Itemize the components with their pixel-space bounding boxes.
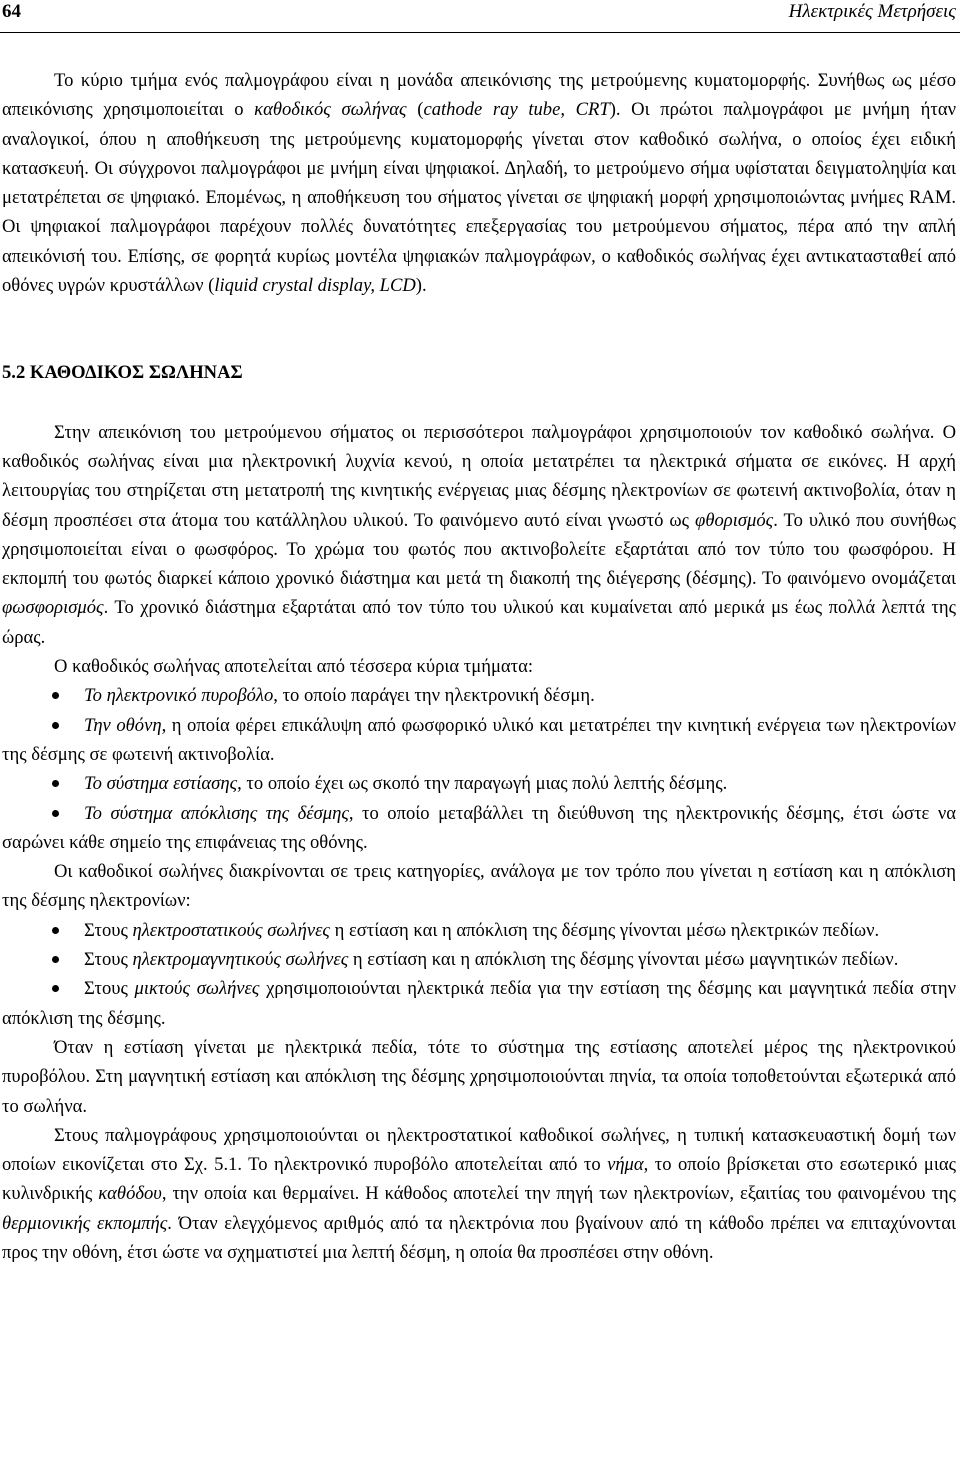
page-body xyxy=(2,66,956,1267)
paragraph-parts-intro: Ο καθοδικός σωλήνας αποτελείται από τέσσερα κύρια τμήματα: xyxy=(54,656,534,678)
list-item: Στους μικτούς σωλήνες χρησιμοποιούνται ηλεκτρικά πεδία για την εστίαση της δέσμης και μαγνητικά πεδία στην απόκλιση της δέσμης. xyxy=(2,978,956,1029)
bullet-icon xyxy=(52,780,59,787)
list-item: Την οθόνη, η οποία φέρει επικάλυψη από φωσφορικό υλικό και μετατρέπει την κινητική ενέργεια των ηλεκτρονίων της δέσμης σε φωτεινή ακτινοβολία. xyxy=(2,714,956,765)
bullet-icon xyxy=(52,722,59,729)
bullet-icon xyxy=(52,956,59,963)
categories-list xyxy=(2,916,956,1033)
list-item: Το σύστημα εστίασης, το οποίο έχει ως σκοπό την παραγωγή μιας πολύ λεπτής δέσμης. xyxy=(2,769,956,798)
list-item: Στους ηλεκτροστατικούς σωλήνες η εστίαση και η απόκλιση της δέσμης γίνονται μέσω ηλεκτρικών πεδίων. xyxy=(2,916,956,945)
bullet-icon xyxy=(52,927,59,934)
bullet-icon xyxy=(52,985,59,992)
intro-paragraph: Το κύριο τμήμα ενός παλμογράφου είναι η μονάδα απεικόνισης της μετρούμενης κυματομορφής. Συνήθως ως μέσο απεικόνισης χρησιμοποιείται ο καθοδικός σωλήνας (cathode ray tube, CRT). Οι πρώτοι παλμογράφοι με μνήμη ήταν αναλογικοί, όπου η αποθήκευση της μετρούμενης κυματομορφής γίνεται στον καθοδικό σωλήνα, ο οποίος έχει ειδική κατασκευή. Οι σύγχρονοι παλμογράφοι με μνήμη είναι ψηφιακοί. Δηλαδή, το μετρούμενο σήμα υφίσταται δειγματοληψία και μετατρέπεται σε ψηφιακό. Επομένως, η αποθήκευση του σήματος γίνεται σε ψηφιακή μορφή χρησιμοποιώντας μνήμες RAM. Οι ψηφιακοί παλμογράφοι παρέχουν πολλές δυνατότητες επεξεργασίας του μετρούμενου σήματος, πέρα από την απλή απεικόνισή του. Επίσης, σε φορητά κυρίως μοντέλα ψηφιακών παλμογράφων, ο καθοδικός σωλήνας έχει αντικατασταθεί από οθόνες υγρών κρυστάλλων (liquid crystal display, LCD). xyxy=(2,70,956,297)
list-item: Το ηλεκτρονικό πυροβόλο, το οποίο παράγει την ηλεκτρονική δέσμη. xyxy=(2,681,956,710)
paragraph-principle: Στην απεικόνιση του μετρούμενου σήματος οι περισσότεροι παλμογράφοι χρησιμοποιούν τον καθοδικό σωλήνα. Ο καθοδικός σωλήνας είναι μια ηλεκτρονική λυχνία κενού, η οποία μετατρέπει τα ηλεκτρικά σήματα σε εικόνες. Η αρχή λειτουργίας του στηρίζεται στη μετατροπή της κινητικής ενέργειας μιας δέσμης ηλεκτρονίων σε φωτεινή ακτινοβολία, όταν η δέσμη προσπέσει στα άτομα του κατάλληλου υλικού. Το φαινόμενο αυτό είναι γνωστό ως φθορισμός. Το υλικό που συνήθως χρησιμοποιείται είναι ο φωσφόρος. Το χρώμα του φωτός που ακτινοβολείτε εξαρτάται από τον τύπο του φωσφόρου. Η εκπομπή του φωτός διαρκεί κάποιο χρονικό διάστημα και μετά τη διακοπή της διέγερσης (δέσμης). Το φαινόμενο ονομάζεται φωσφορισμός. Το χρονικό διάστημα εξαρτάται από τον τύπο του υλικού και κυμαίνεται από μερικά μs έως πολλά λεπτά της ώρας. xyxy=(2,421,956,648)
paragraph-focusing: Όταν η εστίαση γίνεται με ηλεκτρικά πεδία, τότε το σύστημα της εστίασης αποτελεί μέρος της ηλεκτρονικού πυροβόλου. Στη μαγνητική εστίαση και απόκλιση της δέσμης χρησιμοποιούνται πηνία, τα οποία τοποθετούνται εξωτερικά από το σωλήνα. xyxy=(2,1036,956,1117)
paragraph-categories-intro: Οι καθοδικοί σωλήνες διακρίνονται σε τρεις κατηγορίες, ανάλογα με τον τρόπο που γίνεται η εστίαση και η απόκλιση της δέσμης ηλεκτρονίων: xyxy=(2,861,956,912)
parts-list xyxy=(2,681,956,857)
section-heading: 5.2 ΚΑΘΟΔΙΚΟΣ ΣΩΛΗΝΑΣ xyxy=(2,362,243,384)
list-item: Το σύστημα απόκλισης της δέσμης, το οποίο μεταβάλλει τη διεύθυνση της ηλεκτρονικής δέσμης, έτσι ώστε να σαρώνει κάθε σημείο της επιφάνειας της οθόνης. xyxy=(2,802,956,853)
running-title: Ηλεκτρικές Μετρήσεις xyxy=(788,1,956,22)
bullet-icon xyxy=(52,692,59,699)
bullet-icon xyxy=(52,810,59,817)
page-number: 64 xyxy=(2,1,21,22)
paragraph-electron-gun: Στους παλμογράφους χρησιμοποιούνται οι ηλεκτροστατικοί καθοδικοί σωλήνες, η τυπική κατασκευαστική δομή των οποίων εικονίζεται στο Σχ. 5.1. Το ηλεκτρονικό πυροβόλο αποτελείται από το νήμα, το οποίο βρίσκεται στο εσωτερικό μιας κυλινδρικής καθόδου, την οποία και θερμαίνει. Η κάθοδος αποτελεί την πηγή των ηλεκτρονίων, εξαιτίας του φαινομένου της θερμιονικής εκπομπής. Όταν ελεγχόμενος αριθμός από τα ηλεκτρόνια που βγαίνουν από τη κάθοδο πρέπει να επιταχύνονται προς την οθόνη, έτσι ώστε να σχηματιστεί μια λεπτή δέσμη, η οποία θα προσπέσει στην οθόνη. xyxy=(2,1124,957,1263)
page-header xyxy=(0,0,960,33)
list-item: Στους ηλεκτρομαγνητικούς σωλήνες η εστίαση και η απόκλιση της δέσμης γίνονται μέσω μαγνητικών πεδίων. xyxy=(2,945,956,974)
